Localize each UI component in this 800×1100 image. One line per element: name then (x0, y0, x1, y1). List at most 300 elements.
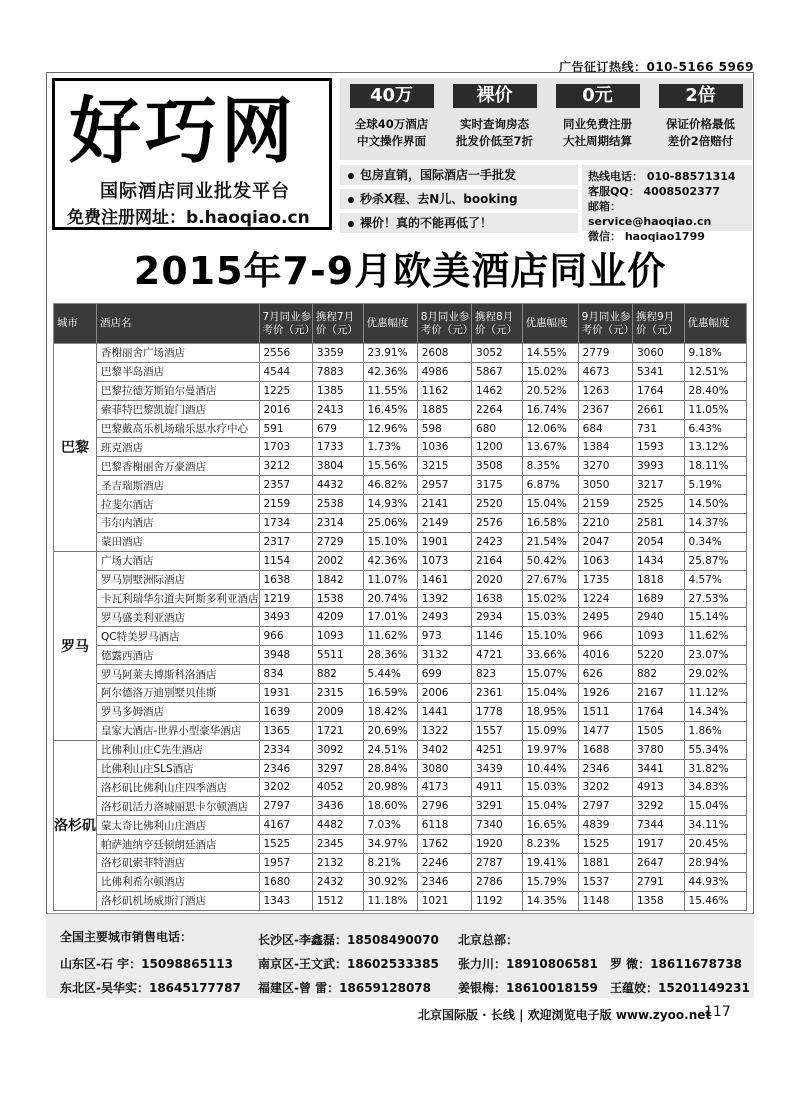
sales-title: 全国主要城市销售电话： (60, 930, 193, 944)
hotel-name-cell: 香榭丽舍广场酒店 (97, 344, 260, 363)
price-cell: 1920 (472, 835, 523, 854)
price-cell: 34.11% (684, 816, 746, 835)
price-cell: 15.04% (522, 797, 578, 816)
price-cell: 25.87% (684, 551, 746, 570)
price-cell: 7344 (632, 816, 684, 835)
price-cell: 1764 (632, 381, 684, 400)
price-cell: 5.19% (684, 476, 746, 495)
price-cell: 1593 (632, 438, 684, 457)
price-cell: 2647 (632, 854, 684, 873)
price-cell: 2002 (312, 551, 363, 570)
price-cell: 14.50% (684, 495, 746, 514)
table-row (54, 419, 747, 438)
price-cell: 16.45% (363, 400, 417, 419)
price-cell: 46.82% (363, 476, 417, 495)
hotel-name-cell: 阿尔德洛万迪别墅贝佳斯 (97, 684, 260, 703)
price-cell: 1219 (259, 589, 312, 608)
price-cell: 23.07% (684, 646, 746, 665)
price-cell: 3993 (632, 457, 684, 476)
price-cell: 5220 (632, 646, 684, 665)
price-cell: 1557 (472, 721, 523, 740)
price-cell: 15.04% (522, 495, 578, 514)
price-cell: 2495 (578, 608, 632, 627)
price-cell: 1093 (312, 627, 363, 646)
price-cell: 18.95% (522, 702, 578, 721)
price-cell: 3060 (632, 344, 684, 363)
price-cell: 50.42% (522, 551, 578, 570)
table-body (54, 344, 747, 911)
price-cell: 1957 (259, 854, 312, 873)
price-cell: 16.74% (522, 400, 578, 419)
price-cell: 1.86% (684, 721, 746, 740)
feature-text: 全球40万酒店 中文操作界面 (354, 117, 429, 148)
price-cell: 3441 (632, 759, 684, 778)
price-cell: 1461 (417, 570, 471, 589)
contact-email[interactable]: 邮箱： service@haoqiao.cn (588, 200, 712, 228)
price-cell: 3132 (417, 646, 471, 665)
feature-text: 同业免费注册 大社周期结算 (563, 117, 632, 148)
price-cell: 4986 (417, 362, 471, 381)
sales-contacts (46, 913, 754, 998)
price-cell: 23.91% (363, 344, 417, 363)
price-cell: 1733 (312, 438, 363, 457)
hotel-name-cell: 蒙田酒店 (97, 532, 260, 551)
price-cell: 4839 (578, 816, 632, 835)
price-cell: 1392 (417, 589, 471, 608)
price-cell: 9.18% (684, 344, 746, 363)
price-cell: 15.14% (684, 608, 746, 627)
price-cell: 1192 (472, 891, 523, 910)
contact-box (582, 165, 752, 243)
table-row (54, 400, 747, 419)
price-cell: 3436 (312, 797, 363, 816)
price-cell: 1917 (632, 835, 684, 854)
logo-subtitle: 国际酒店同业批发平台 (100, 181, 290, 202)
hotel-name-cell: 比佛利希尔顿酒店 (97, 872, 260, 891)
price-cell: 2149 (417, 514, 471, 533)
sales-col-4: 罗 微：18611678738 王蕴姣：15201149231 (610, 957, 750, 995)
table-row (54, 438, 747, 457)
hotel-name-cell: 卡瓦利瑞华尔道夫阿斯多利亚酒店 (97, 589, 260, 608)
price-cell: 966 (578, 627, 632, 646)
price-cell: 1901 (417, 532, 471, 551)
price-cell: 42.36% (363, 362, 417, 381)
price-cell: 11.62% (684, 627, 746, 646)
price-cell: 4052 (312, 778, 363, 797)
price-cell: 29.02% (684, 665, 746, 684)
table-row (54, 891, 747, 910)
price-cell: 3215 (417, 457, 471, 476)
hotel-name-cell: 巴黎半岛酒店 (97, 362, 260, 381)
register-url[interactable]: b.haoqiao.cn (186, 208, 310, 228)
price-cell: 2346 (417, 872, 471, 891)
price-cell: 1680 (259, 872, 312, 891)
price-cell: 2006 (417, 684, 471, 703)
ad-bullets (340, 165, 578, 237)
city-cell: 洛杉矶 (54, 740, 97, 910)
price-cell: 44.93% (684, 872, 746, 891)
price-cell: 680 (472, 419, 523, 438)
price-cell: 1365 (259, 721, 312, 740)
price-cell: 14.35% (522, 891, 578, 910)
table-header-row (54, 304, 747, 344)
price-cell: 1441 (417, 702, 471, 721)
price-cell: 1881 (578, 854, 632, 873)
table-row (54, 665, 747, 684)
price-cell: 1931 (259, 684, 312, 703)
price-cell: 1343 (259, 891, 312, 910)
price-cell: 11.05% (684, 400, 746, 419)
price-cell: 5511 (312, 646, 363, 665)
price-cell: 3780 (632, 740, 684, 759)
price-cell: 4673 (578, 362, 632, 381)
table-row (54, 684, 747, 703)
price-cell: 4911 (472, 778, 523, 797)
price-cell: 1885 (417, 400, 471, 419)
price-cell: 3202 (259, 778, 312, 797)
price-cell: 1384 (578, 438, 632, 457)
table-row (54, 476, 747, 495)
price-cell: 16.59% (363, 684, 417, 703)
price-cell: 2432 (312, 872, 363, 891)
table-row (54, 551, 747, 570)
price-cell: 2314 (312, 514, 363, 533)
price-cell: 7340 (472, 816, 523, 835)
price-cell: 14.55% (522, 344, 578, 363)
price-cell: 1764 (632, 702, 684, 721)
price-cell: 1263 (578, 381, 632, 400)
price-cell: 2357 (259, 476, 312, 495)
price-cell: 5867 (472, 362, 523, 381)
price-cell: 15.07% (522, 665, 578, 684)
price-cell: 12.06% (522, 419, 578, 438)
hotel-name-cell: 圣吉瑞斯酒店 (97, 476, 260, 495)
column-header: 携程7月价（元） (312, 304, 363, 344)
price-cell: 1778 (472, 702, 523, 721)
price-cell: 1073 (417, 551, 471, 570)
price-cell: 2413 (312, 400, 363, 419)
price-cell: 1477 (578, 721, 632, 740)
register-url-line (67, 203, 310, 228)
price-cell: 15.10% (522, 627, 578, 646)
price-cell: 21.54% (522, 532, 578, 551)
table-row (54, 627, 747, 646)
price-cell: 4016 (578, 646, 632, 665)
price-cell: 2661 (632, 400, 684, 419)
feature-1 (340, 78, 443, 160)
price-cell: 19.41% (522, 854, 578, 873)
logo-box (52, 78, 332, 230)
price-cell: 4721 (472, 646, 523, 665)
price-cell: 5.44% (363, 665, 417, 684)
price-cell: 18.42% (363, 702, 417, 721)
price-cell: 684 (578, 419, 632, 438)
price-cell: 2493 (417, 608, 471, 627)
price-cell: 4209 (312, 608, 363, 627)
price-cell: 1762 (417, 835, 471, 854)
price-cell: 8.23% (522, 835, 578, 854)
hotel-name-cell: 洛杉矶索菲特酒店 (97, 854, 260, 873)
feature-badge: 裸价 (453, 84, 537, 108)
price-cell: 4544 (259, 362, 312, 381)
price-cell: 1434 (632, 551, 684, 570)
price-table (53, 303, 747, 911)
price-cell: 1638 (259, 570, 312, 589)
table-row (54, 589, 747, 608)
price-cell: 13.12% (684, 438, 746, 457)
column-header: 优惠幅度 (522, 304, 578, 344)
price-cell: 1162 (417, 381, 471, 400)
price-cell: 1639 (259, 702, 312, 721)
bullet-icon (348, 173, 354, 179)
price-cell: 30.92% (363, 872, 417, 891)
price-cell: 3212 (259, 457, 312, 476)
feature-badge: 40万 (350, 84, 434, 108)
price-cell: 2315 (312, 684, 363, 703)
hotel-name-cell: 罗马多姆酒店 (97, 702, 260, 721)
price-cell: 34.97% (363, 835, 417, 854)
price-cell: 19.97% (522, 740, 578, 759)
column-header: 城市 (54, 304, 97, 344)
price-cell: 55.34% (684, 740, 746, 759)
price-cell: 966 (259, 627, 312, 646)
edition-line: 北京国际版 · 长线 | 欢迎浏览电子版 www.zyoo.net (418, 1008, 712, 1022)
price-cell: 2246 (417, 854, 471, 873)
price-cell: 1512 (312, 891, 363, 910)
price-cell: 11.62% (363, 627, 417, 646)
hotel-name-cell: 拉斐尔酒店 (97, 495, 260, 514)
price-cell: 4251 (472, 740, 523, 759)
price-cell: 2520 (472, 495, 523, 514)
bullet-item: 秒杀X程、去N儿、booking (340, 189, 578, 209)
price-cell: 11.55% (363, 381, 417, 400)
contact-wechat: 微信： haoqiao1799 (588, 230, 705, 243)
hotel-name-cell: 洛杉矶机场威斯汀酒店 (97, 891, 260, 910)
hotel-name-cell: 帕萨迪纳亨廷顿朗廷酒店 (97, 835, 260, 854)
price-cell: 1225 (259, 381, 312, 400)
hotel-name-cell: 罗马阿莱夫博斯科洛酒店 (97, 665, 260, 684)
price-cell: 2538 (312, 495, 363, 514)
sales-col-1: 山东区-石 宇：15098865113 东北区-吴华实：18645177787 (60, 957, 241, 995)
table-row (54, 532, 747, 551)
price-cell: 10.44% (522, 759, 578, 778)
hotel-name-cell: 巴黎拉德芳斯铂尔曼酒店 (97, 381, 260, 400)
price-cell: 1703 (259, 438, 312, 457)
price-cell: 16.65% (522, 816, 578, 835)
price-cell: 1385 (312, 381, 363, 400)
bullet-icon (348, 197, 354, 203)
price-cell: 11.07% (363, 570, 417, 589)
price-cell: 3291 (472, 797, 523, 816)
price-cell: 1148 (578, 891, 632, 910)
price-cell: 12.96% (363, 419, 417, 438)
table-row (54, 759, 747, 778)
price-cell: 0.34% (684, 532, 746, 551)
price-cell: 12.51% (684, 362, 746, 381)
price-cell: 8.35% (522, 457, 578, 476)
price-cell: 7.03% (363, 816, 417, 835)
hotel-name-cell: 广场大酒店 (97, 551, 260, 570)
hotel-name-cell: 比佛利山庄C先生酒店 (97, 740, 260, 759)
price-cell: 2164 (472, 551, 523, 570)
column-header: 优惠幅度 (684, 304, 746, 344)
price-cell: 4.57% (684, 570, 746, 589)
price-cell: 882 (632, 665, 684, 684)
bullet-item: 包房直销，国际酒店一手批发 (340, 165, 578, 185)
price-cell: 2556 (259, 344, 312, 363)
price-cell: 20.98% (363, 778, 417, 797)
table-row (54, 646, 747, 665)
price-cell: 2264 (472, 400, 523, 419)
table-row (54, 381, 747, 400)
feature-4 (649, 78, 752, 160)
table-row (54, 457, 747, 476)
price-cell: 1322 (417, 721, 471, 740)
price-cell: 2054 (632, 532, 684, 551)
price-cell: 1146 (472, 627, 523, 646)
table-row (54, 797, 747, 816)
hotel-name-cell: 罗马盛美利亚酒店 (97, 608, 260, 627)
price-cell: 2020 (472, 570, 523, 589)
price-cell: 15.02% (522, 362, 578, 381)
price-cell: 1358 (632, 891, 684, 910)
city-cell: 巴黎 (54, 344, 97, 552)
price-cell: 42.36% (363, 551, 417, 570)
logo: 好巧网 (69, 89, 298, 173)
price-cell: 2940 (632, 608, 684, 627)
table-row (54, 872, 747, 891)
price-cell: 4432 (312, 476, 363, 495)
feature-3 (546, 78, 649, 160)
price-cell: 4173 (417, 778, 471, 797)
price-cell: 2576 (472, 514, 523, 533)
hotel-name-cell: 洛杉矶比佛利山庄四季酒店 (97, 778, 260, 797)
price-cell: 3297 (312, 759, 363, 778)
price-cell: 2346 (259, 759, 312, 778)
column-header: 8月同业参考价（元） (417, 304, 471, 344)
price-cell: 882 (312, 665, 363, 684)
hotel-name-cell: 德露西酒店 (97, 646, 260, 665)
feature-text: 保证价格最低 差价2倍赔付 (666, 117, 735, 148)
price-cell: 20.45% (684, 835, 746, 854)
price-cell: 11.12% (684, 684, 746, 703)
price-cell: 14.34% (684, 702, 746, 721)
price-cell: 2779 (578, 344, 632, 363)
price-cell: 20.69% (363, 721, 417, 740)
price-cell: 2317 (259, 532, 312, 551)
column-header: 携程9月价（元） (632, 304, 684, 344)
price-cell: 1154 (259, 551, 312, 570)
price-cell: 3292 (632, 797, 684, 816)
price-cell: 2786 (472, 872, 523, 891)
price-cell: 6.43% (684, 419, 746, 438)
hotel-name-cell: 蒙太奇比佛利山庄酒店 (97, 816, 260, 835)
price-cell: 28.40% (684, 381, 746, 400)
price-cell: 7883 (312, 362, 363, 381)
price-cell: 3402 (417, 740, 471, 759)
price-cell: 1036 (417, 438, 471, 457)
price-cell: 1.73% (363, 438, 417, 457)
price-cell: 1224 (578, 589, 632, 608)
price-cell: 28.36% (363, 646, 417, 665)
price-cell: 13.67% (522, 438, 578, 457)
price-cell: 2423 (472, 532, 523, 551)
price-cell: 1734 (259, 514, 312, 533)
price-cell: 2016 (259, 400, 312, 419)
price-cell: 3359 (312, 344, 363, 363)
price-cell: 1525 (259, 835, 312, 854)
contact-qq: 客服QQ： 4008502377 (588, 185, 721, 198)
price-cell: 15.03% (522, 608, 578, 627)
table-row (54, 816, 747, 835)
price-cell: 18.11% (684, 457, 746, 476)
sales-col-3: 北京总部： 张力川：18910806581 姜银梅：18610018159 (458, 933, 598, 995)
price-cell: 17.01% (363, 608, 417, 627)
table-row (54, 854, 747, 873)
price-cell: 1689 (632, 589, 684, 608)
price-cell: 15.46% (684, 891, 746, 910)
price-cell: 3804 (312, 457, 363, 476)
price-cell: 626 (578, 665, 632, 684)
price-cell: 2797 (259, 797, 312, 816)
price-cell: 1721 (312, 721, 363, 740)
price-cell: 14.93% (363, 495, 417, 514)
price-cell: 2210 (578, 514, 632, 533)
price-cell: 2581 (632, 514, 684, 533)
price-cell: 823 (472, 665, 523, 684)
price-cell: 15.02% (522, 589, 578, 608)
price-cell: 2141 (417, 495, 471, 514)
contact-hotline: 热线电话： 010-88571314 (588, 170, 736, 183)
price-cell: 3270 (578, 457, 632, 476)
feature-2 (443, 78, 546, 160)
feature-badge: 2倍 (659, 84, 743, 108)
price-cell: 1638 (472, 589, 523, 608)
price-cell: 3052 (472, 344, 523, 363)
feature-badge: 0元 (556, 84, 640, 108)
price-cell: 2957 (417, 476, 471, 495)
table-row (54, 721, 747, 740)
price-cell: 2345 (312, 835, 363, 854)
price-cell: 27.53% (684, 589, 746, 608)
price-cell: 15.79% (522, 872, 578, 891)
price-cell: 1200 (472, 438, 523, 457)
price-cell: 2934 (472, 608, 523, 627)
bullet-icon (348, 221, 354, 227)
table-row (54, 514, 747, 533)
price-cell: 2796 (417, 797, 471, 816)
table-row (54, 570, 747, 589)
price-cell: 3050 (578, 476, 632, 495)
price-cell: 973 (417, 627, 471, 646)
price-cell: 1462 (472, 381, 523, 400)
price-cell: 1021 (417, 891, 471, 910)
price-cell: 28.94% (684, 854, 746, 873)
price-cell: 11.18% (363, 891, 417, 910)
price-cell: 18.60% (363, 797, 417, 816)
price-cell: 2608 (417, 344, 471, 363)
hotel-name-cell: 洛杉矶活力洛城丽思卡尔顿酒店 (97, 797, 260, 816)
price-cell: 33.66% (522, 646, 578, 665)
price-cell: 3439 (472, 759, 523, 778)
price-cell: 1688 (578, 740, 632, 759)
city-cell: 罗马 (54, 551, 97, 740)
price-cell: 731 (632, 419, 684, 438)
page-number: 117 (704, 1004, 731, 1020)
table-row (54, 495, 747, 514)
price-cell: 1842 (312, 570, 363, 589)
hotel-name-cell: 索菲特巴黎凯旋门酒店 (97, 400, 260, 419)
